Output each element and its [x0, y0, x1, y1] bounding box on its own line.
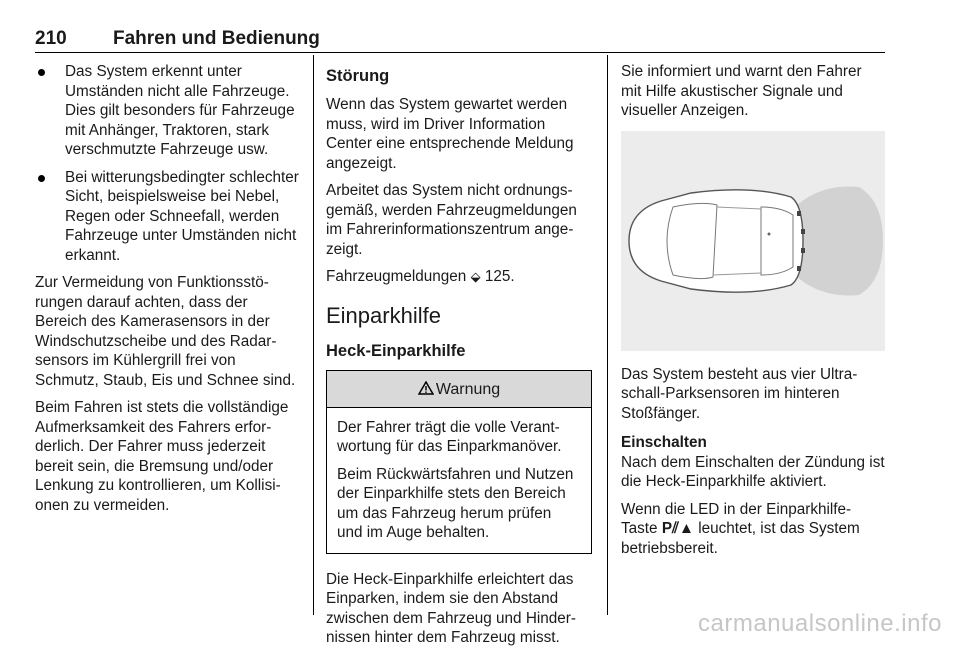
paragraph: Zur Vermeidung von Funktionsstörungen darauf achten, dass der Bereich des Kamerasensors in der Windschutzscheibe und des Radarsensors im Kühlergrill frei von Schmutz, Staub, Eis und Schnee sind.: [35, 274, 296, 389]
sensor-icon: [801, 248, 805, 253]
paragraph: Wenn das System gewartet werden muss, wird im Driver Information Center eine entsprechende Meldung angezeigt.: [326, 96, 574, 172]
warning-header: [327, 371, 591, 408]
paragraph: Nach dem Einschalten der Zündung ist die Heck-Einparkhilfe aktiviert.: [621, 453, 885, 490]
section-heading: Einparkhilfe: [326, 302, 441, 328]
paragraph: Wenn die LED in der Einparkhilfe-Taste P⫽▲ leuchtet, ist das System betriebsbereit.: [621, 500, 860, 557]
page-title: Fahren und Bedienung: [113, 28, 320, 49]
column-middle: [326, 62, 592, 656]
paragraph: Beim Fahren ist stets die vollständige Aufmerksamkeit des Fahrers erforderlich. Der Fahrer muss jederzeit bereit sein, die Bremsung und/oder Lenkung zu kontrollieren, um Kollisionen zu vermeiden.: [35, 399, 289, 514]
paragraph: Sie informiert und warnt den Fahrer mit Hilfe akustischer Signale und visueller Anzeigen.: [621, 63, 862, 119]
page-number: 210: [35, 28, 67, 49]
list-item: Bei witterungsbedingter schlechter Sicht, beispielsweise bei Nebel, Regen oder Schneefall, werden Fahrzeuge unter Umständen nicht erkannt.: [35, 168, 301, 266]
paragraph: Das System besteht aus vier Ultraschall-Parksensoren im hinteren Stoßfänger.: [621, 365, 858, 422]
park-assist-button-icon: P⫽▲: [661, 520, 694, 537]
bullet-list: [35, 62, 301, 265]
warning-box: [326, 370, 592, 554]
page-header: [35, 22, 885, 53]
list-item: Das System erkennt unter Umständen nicht alle Fahrzeuge. Dies gilt besonders für Fahrzeuge mit Anhänger, Traktoren, stark verschmutzte Fahrzeuge usw.: [35, 62, 301, 160]
column-divider-1: [313, 55, 314, 615]
parking-sensor-figure: [621, 131, 885, 351]
cross-reference: Fahrzeugmeldungen ⬙ 125.: [326, 268, 515, 285]
stoerung-heading: Störung: [326, 67, 390, 85]
car-top-view-illustration: [621, 131, 885, 351]
column-right: [621, 62, 885, 566]
sensor-icon: [797, 266, 801, 271]
warning-triangle-icon: [418, 371, 434, 407]
page-reference-icon: ⬙: [470, 269, 481, 284]
subsection-heading: Heck-Einparkhilfe: [326, 341, 466, 360]
paragraph: Arbeitet das System nicht ordnungsgemäß, werden Fahrzeugmeldungen im Fahrerinformationszentrum angezeigt.: [326, 182, 577, 258]
paragraph: Der Fahrer trägt die volle Verantwortung für das Einparkmanöver.: [337, 418, 562, 455]
warning-body: [327, 408, 591, 553]
column-divider-2: [607, 55, 608, 615]
sensor-icon: [797, 211, 801, 216]
watermark: carmanualsonline.info: [698, 610, 942, 637]
column-left: [35, 62, 301, 523]
bullet-dot-icon: [38, 175, 45, 182]
sensor-icon: [801, 229, 805, 234]
paragraph: Beim Rückwärtsfahren und Nutzen der Einparkhilfe stets den Bereich um das Fahrzeug herum prüfen und im Auge behalten.: [337, 465, 574, 541]
einschalten-heading: Einschalten: [621, 434, 707, 451]
warning-title: Warnung: [435, 380, 501, 398]
bullet-dot-icon: [38, 69, 45, 76]
paragraph: Die Heck-Einparkhilfe erleichtert das Einparken, indem sie den Abstand zwischen dem Fahrzeug und Hindernissen hinter dem Fahrzeug misst.: [326, 570, 576, 646]
